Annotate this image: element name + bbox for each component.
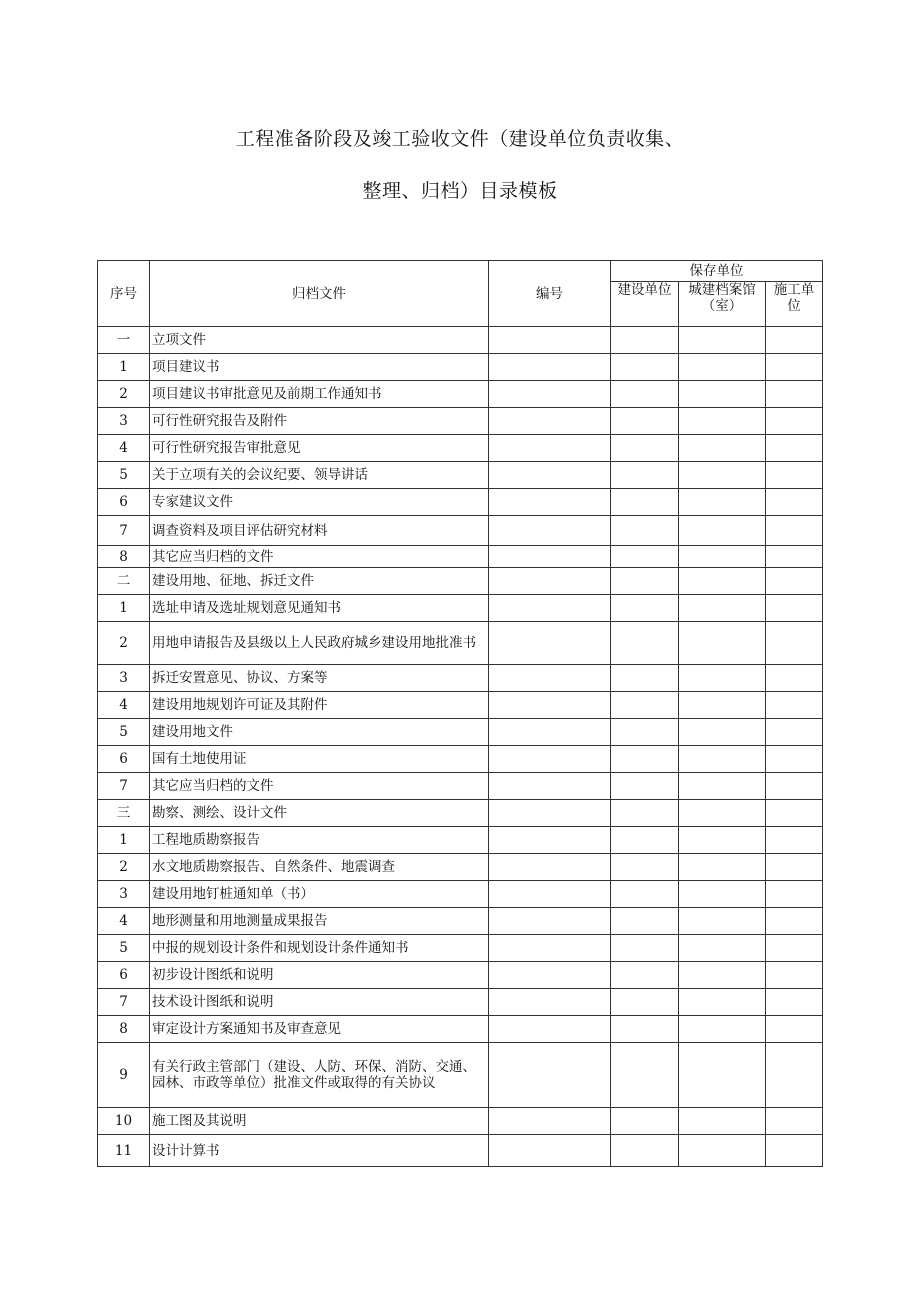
row-index: 1 <box>98 827 150 854</box>
row-document-name: 可行性研究报告及附件 <box>150 408 489 435</box>
row-document-name: 地形测量和用地测量成果报告 <box>150 908 489 935</box>
table-header <box>98 261 823 327</box>
row-archives-cell <box>679 692 766 719</box>
row-document-name: 设计计算书 <box>150 1135 489 1167</box>
header-index: 序号 <box>98 261 150 327</box>
row-archives-cell <box>679 381 766 408</box>
row-archives-cell <box>679 327 766 354</box>
row-contractor-cell <box>766 435 823 462</box>
row-index: 5 <box>98 719 150 746</box>
row-archives-cell <box>679 546 766 568</box>
row-document-name: 其它应当归档的文件 <box>150 773 489 800</box>
row-archives-cell <box>679 935 766 962</box>
row-code-cell <box>489 935 611 962</box>
row-index: 4 <box>98 908 150 935</box>
row-code-cell <box>489 516 611 546</box>
row-archives-cell <box>679 435 766 462</box>
row-code-cell <box>489 1108 611 1135</box>
row-archives-cell <box>679 462 766 489</box>
row-index: 7 <box>98 773 150 800</box>
row-code-cell <box>489 800 611 827</box>
row-index: 4 <box>98 692 150 719</box>
row-document-name: 初步设计图纸和说明 <box>150 962 489 989</box>
row-builder-cell <box>611 327 679 354</box>
table-row <box>98 719 823 746</box>
row-archives-cell <box>679 746 766 773</box>
row-document-name: 建设用地钉桩通知单（书） <box>150 881 489 908</box>
row-builder-cell <box>611 1016 679 1043</box>
row-builder-cell <box>611 354 679 381</box>
row-builder-cell <box>611 489 679 516</box>
row-contractor-cell <box>766 746 823 773</box>
table-row <box>98 665 823 692</box>
row-document-name: 拆迁安置意见、协议、方案等 <box>150 665 489 692</box>
table-row <box>98 989 823 1016</box>
row-builder-cell <box>611 516 679 546</box>
row-code-cell <box>489 435 611 462</box>
row-code-cell <box>489 595 611 622</box>
row-code-cell <box>489 381 611 408</box>
table-row <box>98 935 823 962</box>
row-contractor-cell <box>766 546 823 568</box>
row-builder-cell <box>611 746 679 773</box>
row-index: 3 <box>98 408 150 435</box>
row-builder-cell <box>611 962 679 989</box>
row-code-cell <box>489 462 611 489</box>
row-document-name: 项目建议书 <box>150 354 489 381</box>
header-custody: 保存单位 <box>611 261 823 282</box>
row-index: 2 <box>98 854 150 881</box>
row-index: 2 <box>98 381 150 408</box>
row-index: 2 <box>98 622 150 665</box>
row-document-name: 建设用地规划许可证及其附件 <box>150 692 489 719</box>
row-code-cell <box>489 854 611 881</box>
row-builder-cell <box>611 595 679 622</box>
row-contractor-cell <box>766 935 823 962</box>
row-archives-cell <box>679 568 766 595</box>
table-row <box>98 354 823 381</box>
table-row <box>98 435 823 462</box>
row-contractor-cell <box>766 1108 823 1135</box>
row-document-name: 其它应当归档的文件 <box>150 546 489 568</box>
row-index: 6 <box>98 962 150 989</box>
row-code-cell <box>489 692 611 719</box>
row-contractor-cell <box>766 1016 823 1043</box>
row-index: 8 <box>98 1016 150 1043</box>
table-row <box>98 327 823 354</box>
row-index: 3 <box>98 881 150 908</box>
row-code-cell <box>489 881 611 908</box>
row-builder-cell <box>611 568 679 595</box>
table-row <box>98 462 823 489</box>
row-document-name: 建设用地文件 <box>150 719 489 746</box>
row-document-name: 施工图及其说明 <box>150 1108 489 1135</box>
row-contractor-cell <box>766 327 823 354</box>
row-document-name: 勘察、测绘、设计文件 <box>150 800 489 827</box>
row-archives-cell <box>679 881 766 908</box>
row-index: 8 <box>98 546 150 568</box>
row-archives-cell <box>679 962 766 989</box>
row-builder-cell <box>611 800 679 827</box>
row-archives-cell <box>679 1043 766 1108</box>
row-document-name: 中报的规划设计条件和规划设计条件通知书 <box>150 935 489 962</box>
row-contractor-cell <box>766 989 823 1016</box>
row-code-cell <box>489 746 611 773</box>
row-code-cell <box>489 408 611 435</box>
row-index: 二 <box>98 568 150 595</box>
row-contractor-cell <box>766 595 823 622</box>
table-row <box>98 381 823 408</box>
row-code-cell <box>489 719 611 746</box>
table-row <box>98 1043 823 1108</box>
row-document-name: 项目建议书审批意见及前期工作通知书 <box>150 381 489 408</box>
row-contractor-cell <box>766 719 823 746</box>
row-code-cell <box>489 546 611 568</box>
row-builder-cell <box>611 1135 679 1167</box>
row-archives-cell <box>679 408 766 435</box>
row-index: 10 <box>98 1108 150 1135</box>
row-code-cell <box>489 665 611 692</box>
table-row <box>98 692 823 719</box>
row-code-cell <box>489 354 611 381</box>
table-row <box>98 622 823 665</box>
row-code-cell <box>489 1016 611 1043</box>
row-builder-cell <box>611 827 679 854</box>
row-contractor-cell <box>766 827 823 854</box>
row-contractor-cell <box>766 622 823 665</box>
table-row <box>98 854 823 881</box>
document-title-line-1: 工程准备阶段及竣工验收文件（建设单位负责收集、 <box>235 128 685 150</box>
row-index: 4 <box>98 435 150 462</box>
row-contractor-cell <box>766 665 823 692</box>
row-builder-cell <box>611 546 679 568</box>
row-builder-cell <box>611 908 679 935</box>
row-code-cell <box>489 908 611 935</box>
row-builder-cell <box>611 665 679 692</box>
row-index: 3 <box>98 665 150 692</box>
header-code: 编号 <box>489 261 611 327</box>
row-contractor-cell <box>766 800 823 827</box>
document-title-line-2: 整理、归档）目录模板 <box>362 180 558 202</box>
row-contractor-cell <box>766 962 823 989</box>
row-archives-cell <box>679 489 766 516</box>
table-row <box>98 1135 823 1167</box>
header-custody-builder: 建设单位 <box>611 282 679 327</box>
row-index: 5 <box>98 935 150 962</box>
row-index: 7 <box>98 516 150 546</box>
row-document-name: 工程地质勘察报告 <box>150 827 489 854</box>
row-builder-cell <box>611 773 679 800</box>
table-row <box>98 489 823 516</box>
row-code-cell <box>489 962 611 989</box>
table-row <box>98 908 823 935</box>
row-builder-cell <box>611 462 679 489</box>
row-index: 1 <box>98 354 150 381</box>
table-row <box>98 962 823 989</box>
row-document-name: 国有土地使用证 <box>150 746 489 773</box>
row-archives-cell <box>679 1016 766 1043</box>
row-contractor-cell <box>766 568 823 595</box>
row-index: 1 <box>98 595 150 622</box>
archive-catalog-table <box>97 260 823 1167</box>
row-contractor-cell <box>766 516 823 546</box>
row-document-name: 关于立项有关的会议纪要、领导讲话 <box>150 462 489 489</box>
row-document-name: 技术设计图纸和说明 <box>150 989 489 1016</box>
row-builder-cell <box>611 1108 679 1135</box>
table-body <box>98 327 823 1167</box>
row-builder-cell <box>611 935 679 962</box>
row-document-name: 调查资料及项目评估研究材料 <box>150 516 489 546</box>
row-index: 一 <box>98 327 150 354</box>
table-row <box>98 1016 823 1043</box>
row-document-name: 水文地质勘察报告、自然条件、地震调查 <box>150 854 489 881</box>
row-document-name: 立项文件 <box>150 327 489 354</box>
table-row <box>98 800 823 827</box>
row-document-name: 选址申请及选址规划意见通知书 <box>150 595 489 622</box>
table-row <box>98 881 823 908</box>
row-archives-cell <box>679 516 766 546</box>
row-index: 7 <box>98 989 150 1016</box>
header-custody-contractor: 施工单位 <box>766 282 823 327</box>
table-row <box>98 408 823 435</box>
table-row <box>98 568 823 595</box>
row-archives-cell <box>679 827 766 854</box>
row-archives-cell <box>679 989 766 1016</box>
row-index: 11 <box>98 1135 150 1167</box>
row-archives-cell <box>679 595 766 622</box>
row-code-cell <box>489 989 611 1016</box>
row-contractor-cell <box>766 354 823 381</box>
row-document-name: 建设用地、征地、拆迁文件 <box>150 568 489 595</box>
row-builder-cell <box>611 989 679 1016</box>
row-builder-cell <box>611 381 679 408</box>
row-contractor-cell <box>766 908 823 935</box>
row-archives-cell <box>679 773 766 800</box>
row-code-cell <box>489 622 611 665</box>
row-contractor-cell <box>766 462 823 489</box>
row-contractor-cell <box>766 1135 823 1167</box>
row-index: 三 <box>98 800 150 827</box>
row-archives-cell <box>679 719 766 746</box>
row-archives-cell <box>679 1135 766 1167</box>
table-row <box>98 516 823 546</box>
row-code-cell <box>489 1043 611 1108</box>
row-index: 5 <box>98 462 150 489</box>
row-archives-cell <box>679 1108 766 1135</box>
header-document: 归档文件 <box>150 261 489 327</box>
row-builder-cell <box>611 719 679 746</box>
row-code-cell <box>489 327 611 354</box>
row-builder-cell <box>611 1043 679 1108</box>
table-row <box>98 773 823 800</box>
row-document-name: 可行性研究报告审批意见 <box>150 435 489 462</box>
row-code-cell <box>489 773 611 800</box>
header-custody-archives: 城建档案馆（室） <box>679 282 766 327</box>
row-archives-cell <box>679 854 766 881</box>
row-builder-cell <box>611 881 679 908</box>
row-archives-cell <box>679 908 766 935</box>
row-code-cell <box>489 489 611 516</box>
row-document-name: 专家建议文件 <box>150 489 489 516</box>
row-contractor-cell <box>766 692 823 719</box>
row-archives-cell <box>679 622 766 665</box>
table-row <box>98 746 823 773</box>
row-builder-cell <box>611 692 679 719</box>
row-code-cell <box>489 568 611 595</box>
row-document-name: 有关行政主管部门（建设、人防、环保、消防、交通、园林、市政等单位）批准文件或取得的有关协议 <box>150 1043 489 1108</box>
table-row <box>98 546 823 568</box>
table-row <box>98 827 823 854</box>
row-document-name: 用地申请报告及县级以上人民政府城乡建设用地批准书 <box>150 622 489 665</box>
row-document-name: 审定设计方案通知书及审查意见 <box>150 1016 489 1043</box>
row-index: 6 <box>98 489 150 516</box>
row-index: 6 <box>98 746 150 773</box>
table-row <box>98 1108 823 1135</box>
row-contractor-cell <box>766 408 823 435</box>
row-builder-cell <box>611 435 679 462</box>
row-builder-cell <box>611 408 679 435</box>
row-builder-cell <box>611 622 679 665</box>
row-contractor-cell <box>766 1043 823 1108</box>
row-code-cell <box>489 1135 611 1167</box>
row-archives-cell <box>679 354 766 381</box>
row-contractor-cell <box>766 489 823 516</box>
row-contractor-cell <box>766 854 823 881</box>
row-archives-cell <box>679 800 766 827</box>
row-contractor-cell <box>766 381 823 408</box>
row-code-cell <box>489 827 611 854</box>
table-row <box>98 595 823 622</box>
row-archives-cell <box>679 665 766 692</box>
row-builder-cell <box>611 854 679 881</box>
row-index: 9 <box>98 1043 150 1108</box>
row-contractor-cell <box>766 881 823 908</box>
row-contractor-cell <box>766 773 823 800</box>
